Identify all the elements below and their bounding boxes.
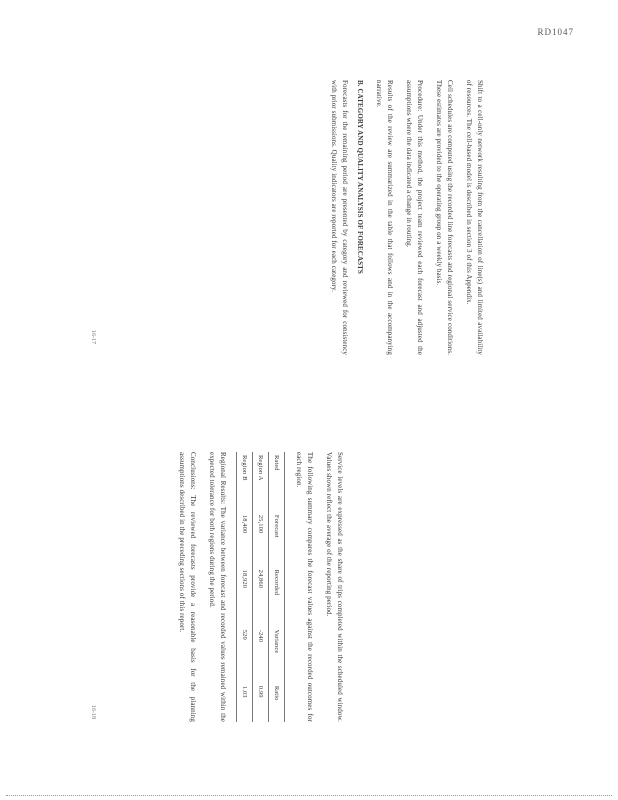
table-cell: 520 (237, 627, 253, 683)
bates-number: RD1047 (537, 27, 574, 37)
table-header-cell: Ratio (269, 683, 285, 722)
table-header-cell: Variance (269, 627, 285, 683)
table-row (237, 452, 253, 722)
paragraph: Regional Results: The variance between forecast and recorded values remained within the expected tolerance for both regions during the period. (208, 452, 227, 722)
paragraph: Procedure: Under this method, the project team reviewed each forecast and adjusted the assumptions where the data indicated a change in routing. (405, 80, 424, 355)
section-heading: B. CATEGORY AND QUALITY ANALYSIS OF FORECASTS (356, 80, 364, 274)
paragraph: Conclusions: The reviewed forecasts provide a reasonable basis for the planning assumptions described in the preceding sections of this report. (178, 452, 197, 722)
paragraph: Results of the review are summarized in the table that follows and in the accompanying narrative. (375, 80, 394, 355)
table-cell: 0.99 (253, 683, 269, 722)
summary-table (236, 452, 285, 722)
paragraph: Shift to a cell-only network resulting from the cancellation of line(s) and limited availability of resources. The cell-based model is described in section 3 of this Appendix. (465, 80, 484, 355)
paragraph: Service levels are expressed as the share of trips completed within the scheduled window. Values shown reflect the average of the reporting period. (325, 452, 344, 722)
table-header-row (269, 452, 285, 722)
lower-text-block (168, 452, 345, 722)
table-cell: 18,920 (237, 567, 253, 627)
table-cell: Region A (253, 452, 269, 512)
table-cell: 18,400 (237, 512, 253, 567)
paragraph: Forecasts for the remaining period are presented by category and reviewed for consistency with prior submissions. Quality indicators are reported for each category. (330, 80, 349, 355)
margin-page-ref-bottom: 16-18 (90, 705, 96, 719)
scan-edge-divider (6, 795, 612, 796)
table-header-cell: Forecast (269, 512, 285, 567)
table-cell: -240 (253, 627, 269, 683)
paragraph: Cell schedules are computed using the recorded line forecasts and regional service conditions. These estimates are provided to the operating group on a weekly basis. (435, 80, 454, 355)
margin-page-ref-top: 16-17 (90, 330, 96, 344)
table-cell: 1.03 (237, 683, 253, 722)
table-header-cell: Rated (269, 452, 285, 512)
table-cell: 25,100 (253, 512, 269, 567)
table-header-cell: Recorded (269, 567, 285, 627)
paragraph: The following summary compares the forecast values against the recorded outcomes for each region. (295, 452, 314, 722)
table-cell: Region B (237, 452, 253, 512)
table-row (253, 452, 269, 722)
table-cell: 24,860 (253, 567, 269, 627)
upper-text-block (320, 80, 485, 355)
